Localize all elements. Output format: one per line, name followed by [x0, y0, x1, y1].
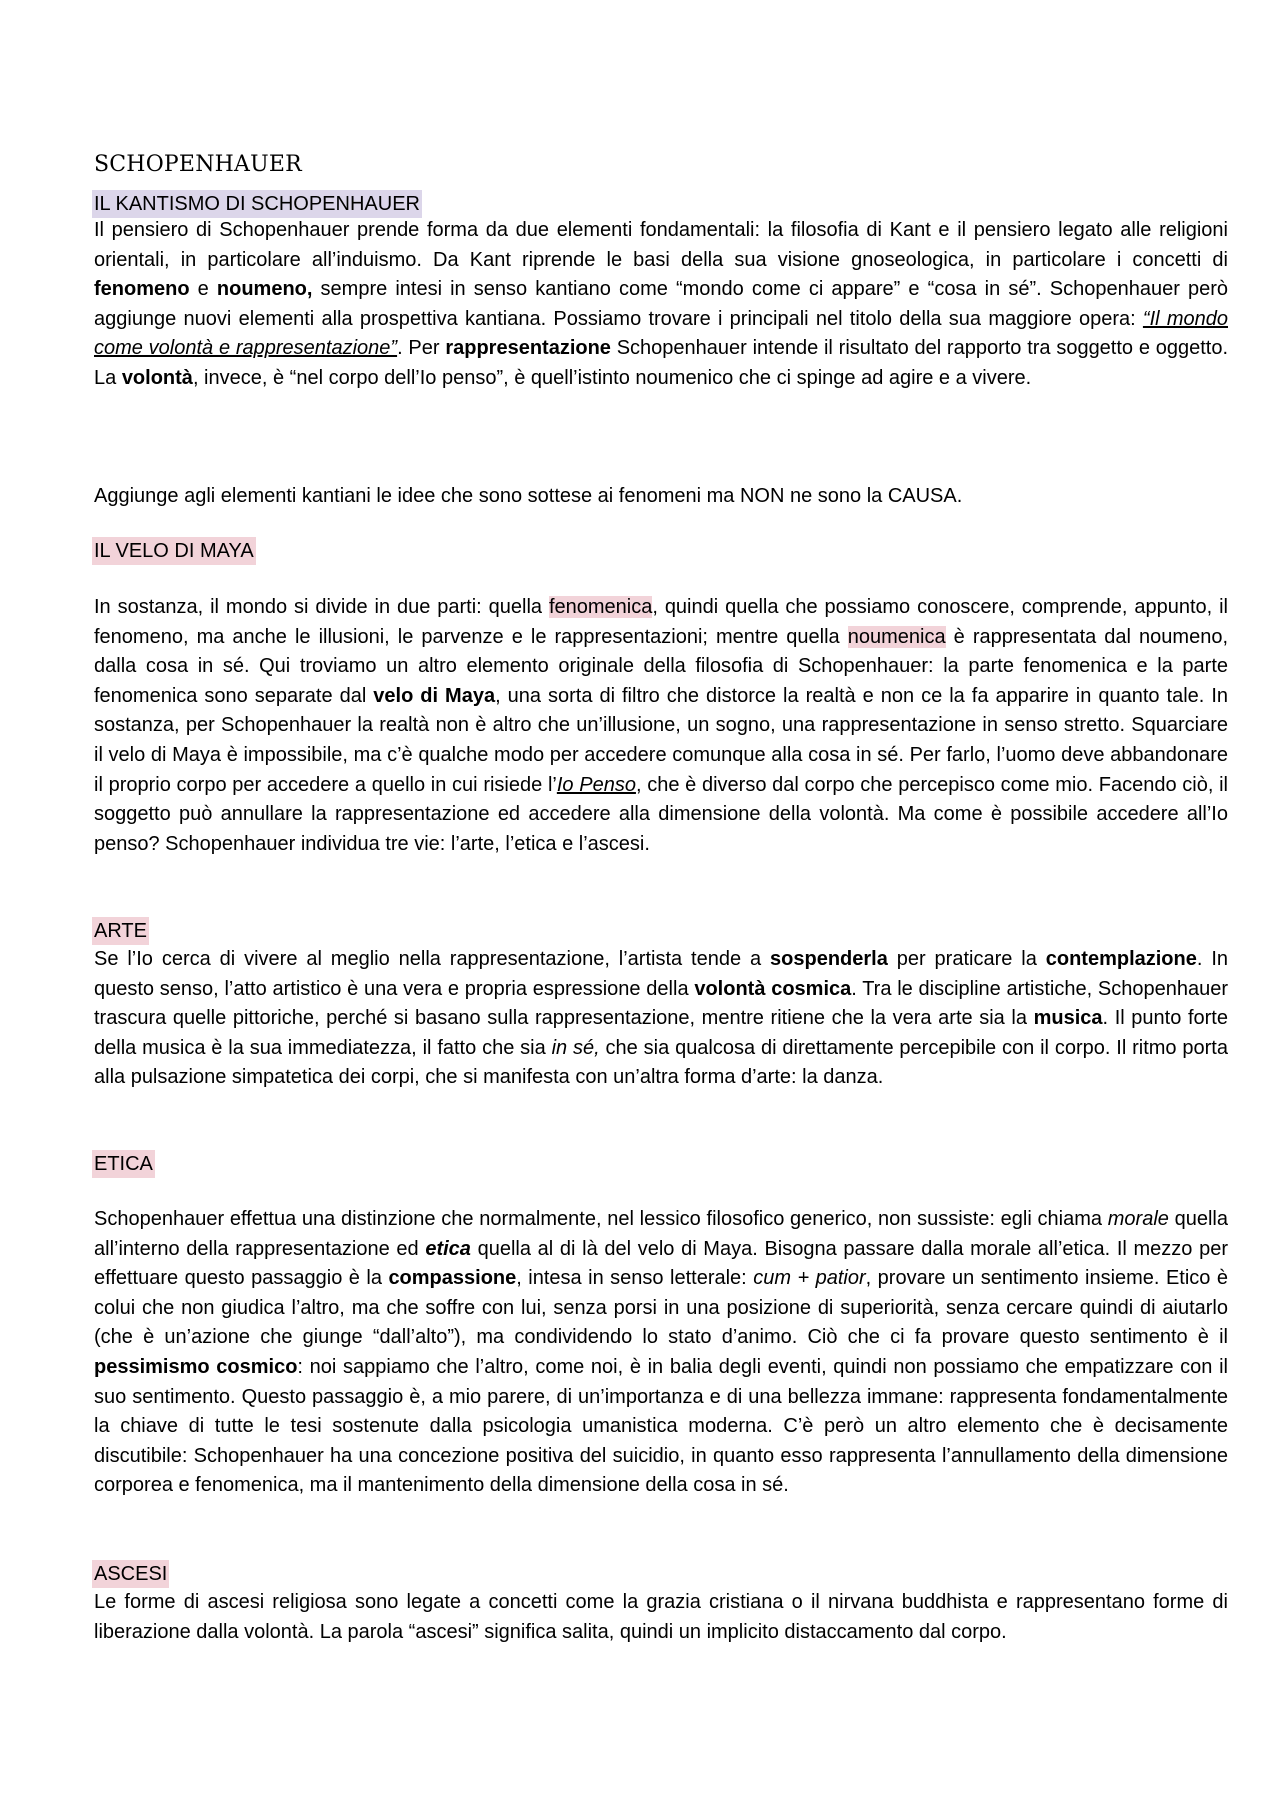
section-heading-arte: ARTE — [92, 917, 149, 945]
paragraph-etica: Schopenhauer effettua una distinzione che normalmente, nel lessico filosofico generico, non sussiste: egli chiama morale quella all’interno della rappresentazione ed etica quella al di là del velo di Maya. Bisogna passare dalla morale all’etica. Il mezzo per effettuare questo passaggio è la compassione, intesa in senso letterale: cum + patior, provare un sentimento insieme. Etico è colui che non giudica l’altro, ma che soffre con lui, senza porsi in una posizione di superiorità, senza cercare quindi di aiutarlo (che è un’azione che giunge “dall’alto”), ma condividendo lo stato d’animo. Ciò che ci fa provare questo sentimento è il pessimismo cosmico: noi sappiamo che l’altro, come noi, è in balia degli eventi, quindi non possiamo che empatizzare con il suo sentimento. Questo passaggio è, a mio parere, di un’importanza e di una bellezza immane: rappresenta fondamentalmente la chiave di tutte le tesi sostenute dalla psicologia umanistica moderna. C’è però un altro elemento che è decisamente discutibile: Schopenhauer ha una concezione positiva del suicidio, in quanto esso rappresenta l’annullamento della dimensione corporea e fenomenica, ma il mantenimento della dimensione della cosa in sé. — [94, 1208, 1229, 1497]
paragraph-ascesi: Le forme di ascesi religiosa sono legate a concetti come la grazia cristiana o il nirvana buddhista e rappresentano forme di liberazione dalla volontà. La parola “ascesi” significa salita, quindi un implicito distaccamento dal corpo. — [94, 1591, 1228, 1643]
paragraph-kantismo: Il pensiero di Schopenhauer prende forma da due elementi fondamentali: la filosofia di Kant e il pensiero legato alle religioni orientali, in particolare all’induismo. Da Kant riprende le basi della sua visione gnoseologica, in particolare i concetti di fenomeno e noumeno, sempre intesi in senso kantiano come “mondo come ci appare” e “cosa in sé”. Schopenhauer però aggiunge nuovi elementi alla prospettiva kantiana. Possiamo trovare i principali nel titolo della sua maggiore opera: “Il mondo come volontà e rappresentazione”. Per rappresentazione Schopenhauer intende il risultato del rapporto tra soggetto e oggetto. La volontà, invece, è “nel corpo dell’Io penso”, è quell’istinto noumenico che ci spinge ad agire e a vivere. — [94, 219, 1229, 389]
paragraph-velo-di-maya: In sostanza, il mondo si divide in due parti: quella fenomenica, quindi quella che possiamo conoscere, comprende, appunto, il fenomeno, ma anche le illusioni, le parvenze e le rappresentazioni; mentre quella noumenica è rappresentata dal noumeno, dalla cosa in sé. Qui troviamo un altro elemento originale della filosofia di Schopenhauer: la parte fenomenica e la parte fenomenica sono separate dal velo di Maya, una sorta di filtro che distorce la realtà e non ce la fa apparire in quanto tale. In sostanza, per Schopenhauer la realtà non è altro che un’illusione, un sogno, una rappresentazione in senso stretto. Squarciare il velo di Maya è impossibile, ma c’è qualche modo per accedere comunque alla cosa in sé. Per farlo, l’uomo deve abbandonare il proprio corpo per accedere a quello in cui risiede l’Io Penso, che è diverso dal corpo che percepisco come mio. Facendo ciò, il soggetto può annullare la rappresentazione ed accedere alla dimensione della volontà. Ma come è possibile accedere all’Io penso? Schopenhauer individua tre vie: l’arte, l’etica e l’ascesi. — [94, 596, 1229, 855]
paragraph-kantismo-note: Aggiunge agli elementi kantiani le idee che sono sottese ai fenomeni ma NON ne sono la CAUSA. — [94, 485, 963, 507]
section-heading-etica: ETICA — [92, 1150, 155, 1178]
document-title: SCHOPENHAUER — [94, 152, 302, 177]
section-heading-kantismo: IL KANTISMO DI SCHOPENHAUER — [92, 190, 422, 218]
section-heading-velo-di-maya: IL VELO DI MAYA — [92, 537, 256, 565]
paragraph-arte: Se l’Io cerca di vivere al meglio nella rappresentazione, l’artista tende a sospenderla per praticare la contemplazione. In questo senso, l’atto artistico è una vera e propria espressione della volontà cosmica. Tra le discipline artistiche, Schopenhauer trascura quelle pittoriche, perché si basano sulla rappresentazione, mentre ritiene che la vera arte sia la musica. Il punto forte della musica è la sua immediatezza, il fatto che sia in sé, che sia qualcosa di direttamente percepibile con il corpo. Il ritmo porta alla pulsazione simpatetica dei corpi, che si manifesta con un’altra forma d’arte: la danza. — [94, 948, 1229, 1089]
section-heading-ascesi: ASCESI — [92, 1560, 169, 1588]
